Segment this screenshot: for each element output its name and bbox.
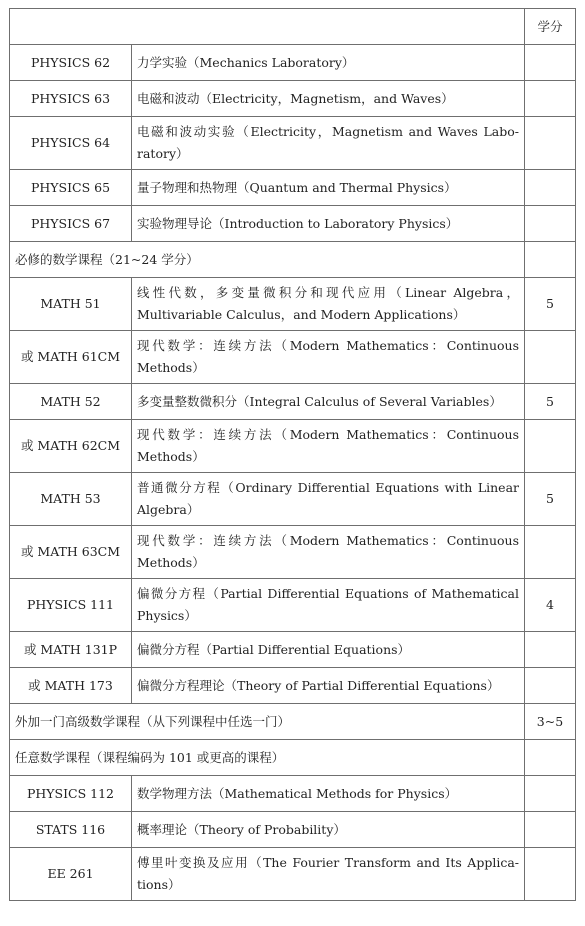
course-code: STATS 116	[10, 812, 132, 848]
table-row	[10, 331, 576, 384]
course-description: 电磁和波动实验（Electricity，Magnetism and Waves Labo-ratory）	[132, 117, 525, 170]
table-row	[10, 776, 576, 812]
course-credits: 5	[525, 473, 576, 526]
course-code: PHYSICS 65	[10, 170, 132, 206]
course-code: MATH 52	[10, 384, 132, 420]
course-code: PHYSICS 111	[10, 579, 132, 632]
course-code: 或 MATH 61CM	[10, 331, 132, 384]
table-row	[10, 420, 576, 473]
table-row	[10, 848, 576, 901]
table-row	[10, 632, 576, 668]
course-description: 多变量整数微积分（Integral Calculus of Several Variables）	[132, 384, 525, 420]
course-credits	[525, 420, 576, 473]
section-row-advanced-math	[10, 704, 576, 740]
course-description: 数学物理方法（Mathematical Methods for Physics）	[132, 776, 525, 812]
course-code: PHYSICS 67	[10, 206, 132, 242]
course-credits	[525, 526, 576, 579]
course-description: 线性代数，多变量微积分和现代应用（Linear Algebra，Multivariable Calculus，and Modern Applications）	[132, 278, 525, 331]
course-code: PHYSICS 63	[10, 81, 132, 117]
table-row	[10, 278, 576, 331]
course-description: 傅里叶变换及应用（The Fourier Transform and Its Applica-tions）	[132, 848, 525, 901]
table-row	[10, 579, 576, 632]
course-credits	[525, 776, 576, 812]
course-code: MATH 53	[10, 473, 132, 526]
course-description: 实验物理导论（Introduction to Laboratory Physics）	[132, 206, 525, 242]
course-description: 偏微分方程理论（Theory of Partial Differential Equations）	[132, 668, 525, 704]
course-description: 概率理论（Theory of Probability）	[132, 812, 525, 848]
table-row	[10, 384, 576, 420]
course-credits: 5	[525, 278, 576, 331]
table-row	[10, 668, 576, 704]
table-header-row	[10, 9, 576, 45]
course-credits	[525, 668, 576, 704]
table-row	[10, 206, 576, 242]
table-row	[10, 170, 576, 206]
table-row	[10, 812, 576, 848]
header-empty-cell	[10, 9, 525, 45]
section-credits: 3~5	[525, 704, 576, 740]
course-credits: 4	[525, 579, 576, 632]
course-description: 普通微分方程（Ordinary Differential Equations with Linear Algebra）	[132, 473, 525, 526]
course-code: PHYSICS 62	[10, 45, 132, 81]
table-row	[10, 117, 576, 170]
course-description: 现代数学：连续方法（Modern Mathematics：Continuous Methods）	[132, 331, 525, 384]
course-credits	[525, 812, 576, 848]
course-code: PHYSICS 64	[10, 117, 132, 170]
course-credits	[525, 117, 576, 170]
section-title: 必修的数学课程（21~24 学分）	[10, 242, 525, 278]
course-credits	[525, 81, 576, 117]
course-credits: 5	[525, 384, 576, 420]
course-description: 偏微分方程（Partial Differential Equations of Mathematical Physics）	[132, 579, 525, 632]
section-title: 外加一门高级数学课程（从下列课程中任选一门）	[10, 704, 525, 740]
section-row-any-math	[10, 740, 576, 776]
course-code: 或 MATH 173	[10, 668, 132, 704]
section-row-required-math	[10, 242, 576, 278]
table-row	[10, 526, 576, 579]
course-credits	[525, 206, 576, 242]
section-title: 任意数学课程（课程编码为 101 或更高的课程）	[10, 740, 525, 776]
course-description: 量子物理和热物理（Quantum and Thermal Physics）	[132, 170, 525, 206]
course-credits	[525, 632, 576, 668]
course-code: PHYSICS 112	[10, 776, 132, 812]
course-table-container	[9, 8, 575, 901]
section-credits	[525, 242, 576, 278]
credits-header: 学分	[525, 9, 576, 45]
course-description: 电磁和波动（Electricity，Magnetism，and Waves）	[132, 81, 525, 117]
course-description: 偏微分方程（Partial Differential Equations）	[132, 632, 525, 668]
course-code: EE 261	[10, 848, 132, 901]
table-row	[10, 81, 576, 117]
course-code: 或 MATH 63CM	[10, 526, 132, 579]
course-table	[9, 8, 576, 901]
course-credits	[525, 331, 576, 384]
course-credits	[525, 45, 576, 81]
course-credits	[525, 170, 576, 206]
course-description: 现代数学：连续方法（Modern Mathematics：Continuous Methods）	[132, 526, 525, 579]
course-code: 或 MATH 131P	[10, 632, 132, 668]
course-credits	[525, 848, 576, 901]
course-description: 力学实验（Mechanics Laboratory）	[132, 45, 525, 81]
section-credits	[525, 740, 576, 776]
table-row	[10, 473, 576, 526]
table-row	[10, 45, 576, 81]
course-code: MATH 51	[10, 278, 132, 331]
course-description: 现代数学：连续方法（Modern Mathematics：Continuous Methods）	[132, 420, 525, 473]
course-code: 或 MATH 62CM	[10, 420, 132, 473]
